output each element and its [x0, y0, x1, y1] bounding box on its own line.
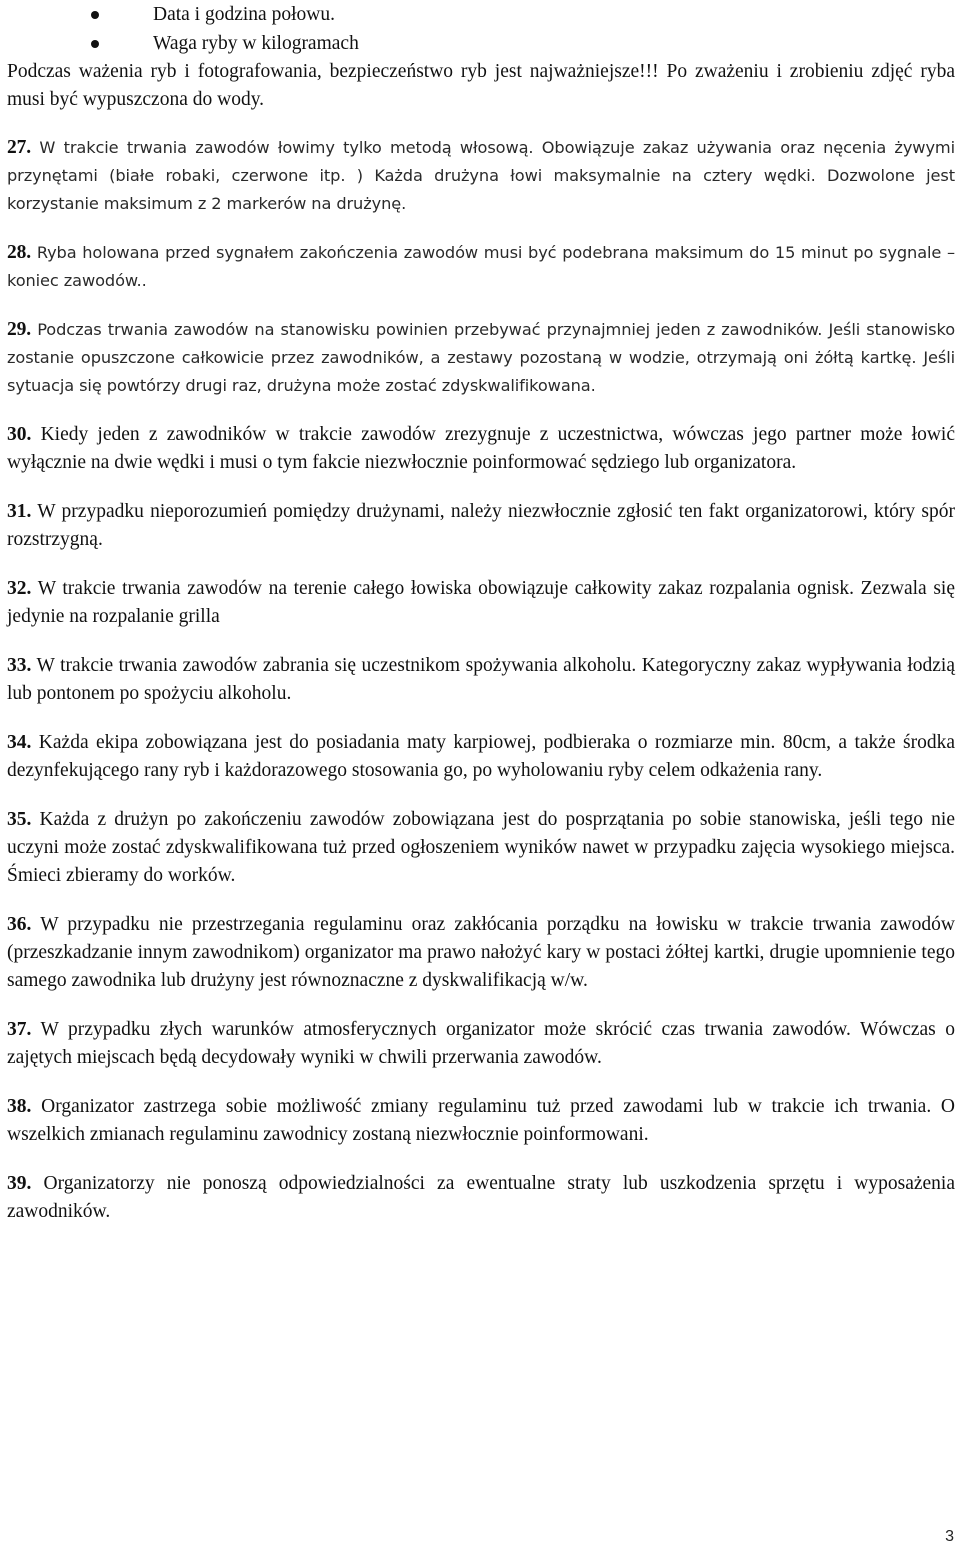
- rule-number: 28.: [7, 242, 32, 263]
- rule-text: W przypadku złych warunków atmosferycznych organizator może skrócić czas trwania zawodów. Wówczas o zajętych miejscach będą decydowały wyniki w chwili przerwania zawodów.: [7, 1019, 955, 1068]
- rule-text: Organizator zastrzega sobie możliwość zmiany regulaminu tuż przed zawodami lub w trakcie ich trwania. O wszelkich zmianach regulaminu zawodnicy zostaną niezwłocznie poinformowani.: [7, 1096, 955, 1145]
- rule-number: 29.: [7, 319, 32, 340]
- rule-number: 27.: [7, 137, 32, 158]
- bullet-dot-icon: [91, 40, 99, 48]
- bullet-item-weight: [7, 29, 955, 58]
- rule-37: [7, 1016, 955, 1072]
- rule-text: W trakcie trwania zawodów na terenie całego łowiska obowiązuje całkowity zakaz rozpalania ognisk. Zezwala się jedynie na rozpalanie grilla: [7, 578, 955, 627]
- page-number: 3: [945, 1528, 954, 1545]
- document-page: [7, 0, 955, 1247]
- rule-38: [7, 1093, 955, 1149]
- rule-text: W przypadku nieporozumień pomiędzy drużynami, należy niezwłocznie zgłosić ten fakt organizatorowi, który spór rozstrzygną.: [7, 501, 955, 550]
- rule-text: W przypadku nie przestrzegania regulaminu oraz zakłócania porządku na łowisku w trakcie trwania zawodów (przeszkadzanie innym zawodnikom) organizator ma prawo nałożyć kary w postaci żółtej kartki, drugie upomnienie tego samego zawodnika lub drużyny jest równoznaczne z dyskwalifikacją w/w.: [7, 914, 955, 991]
- rule-number: 39.: [7, 1173, 32, 1194]
- rule-number: 37.: [7, 1019, 32, 1040]
- rule-31: [7, 498, 955, 554]
- rule-30: [7, 421, 955, 477]
- rule-text: Każda ekipa zobowiązana jest do posiadania maty karpiowej, podbieraka o rozmiarze min. 80cm, a także środka dezynfekującego rany ryb i każdorazowego stosowania go, po wyholowaniu ryby celem odkażenia rany.: [7, 732, 956, 781]
- rule-28: [7, 239, 955, 295]
- rule-number: 31.: [7, 501, 32, 522]
- rule-number: 36.: [7, 914, 32, 935]
- rule-number: 35.: [7, 809, 32, 830]
- rule-text: Kiedy jeden z zawodników w trakcie zawodów zrezygnuje z uczestnictwa, wówczas jego partner może łowić wyłącznie na dwie wędki i musi o tym fakcie niezwłocznie poinformować sędziego lub organizatora.: [7, 424, 955, 473]
- bullet-dot-icon: [91, 11, 99, 19]
- intro-paragraph: Podczas ważenia ryb i fotografowania, bezpieczeństwo ryb jest najważniejsze!!! Po zważeniu i zrobieniu zdjęć ryba musi być wypuszczona do wody.: [7, 61, 955, 110]
- rule-32: [7, 575, 955, 631]
- bullet-text: Waga ryby w kilogramach: [153, 33, 359, 54]
- rule-text: Podczas trwania zawodów na stanowisku powinien przebywać przynajmniej jeden z zawodników. Jeśli stanowisko zostanie opuszczone całkowicie przez zawodników, a zestawy pozostaną w wodzie, otrzymają oni żółtą kartkę. Jeśli sytuacja się powtórzy drugi raz, drużyna może zostać zdyskwalifikowana.: [7, 320, 955, 395]
- rule-number: 33.: [7, 655, 32, 676]
- rule-text: W trakcie trwania zawodów łowimy tylko metodą włosową. Obowiązuje zakaz używania oraz nęcenia żywymi przynętami (białe robaki, czerwone itp. ) Każda drużyna łowi maksymalnie na cztery wędki. Dozwolone jest korzystanie maksimum z 2 markerów na drużynę.: [7, 138, 955, 213]
- rule-text: Organizatorzy nie ponoszą odpowiedzialności za ewentualne straty lub uszkodzenia sprzętu i wyposażenia zawodników.: [7, 1173, 956, 1222]
- rule-text: Każda z drużyn po zakończeniu zawodów zobowiązana jest do posprzątania po sobie stanowiska, jeśli tego nie uczyni może zostać zdyskwalifikowana tuż przed ogłoszeniem wyników nawet w przypadku zajęcia wysokiego miejsca. Śmieci zbieramy do worków.: [7, 809, 956, 886]
- rule-29: [7, 316, 955, 400]
- rule-34: [7, 729, 955, 785]
- rule-39: [7, 1170, 955, 1226]
- rule-number: 30.: [7, 424, 32, 445]
- rule-35: [7, 806, 955, 890]
- bullet-list: [7, 0, 955, 58]
- rule-text: Ryba holowana przed sygnałem zakończenia zawodów musi być podebrana maksimum do 15 minut po sygnale – koniec zawodów..: [7, 243, 955, 290]
- rule-33: [7, 652, 955, 708]
- rule-36: [7, 911, 955, 995]
- rule-number: 32.: [7, 578, 32, 599]
- bullet-item-date: [7, 0, 955, 29]
- rule-27: [7, 134, 955, 218]
- bullet-text: Data i godzina połowu.: [153, 4, 335, 25]
- rule-number: 38.: [7, 1096, 32, 1117]
- rule-number: 34.: [7, 732, 32, 753]
- rule-text: W trakcie trwania zawodów zabrania się uczestnikom spożywania alkoholu. Kategoryczny zakaz wypływania łodzią lub pontonem po spożyciu alkoholu.: [7, 655, 955, 704]
